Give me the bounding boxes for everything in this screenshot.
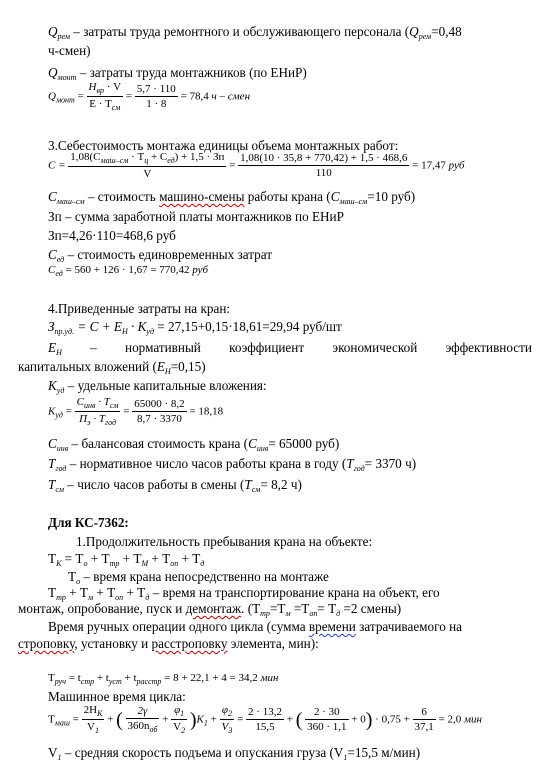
fraction: $\frac{2 \cdot 30}{360 \cdot 1,1}$: [307, 706, 347, 733]
fraction: $\frac{2 \cdot 13,2}{15,5}$: [248, 706, 282, 733]
c-ed-equation: $C_{ед} = 560 + 126 \cdot 1,67 = 770,42$ руб: [48, 264, 209, 278]
tk-equation: $Т_К = Т_о + Т_{тр} + Т_М + Т_{оп} + Т_д$: [48, 551, 205, 568]
fraction: $\frac{1,08(10 \cdot 35,8 + 770,42) + 1,5 \cdot 468,6}{110}$: [240, 152, 408, 179]
ks-7362-heading: Для КС-7362:: [48, 515, 129, 530]
transport-time-continuation: монтаж, опробование, пуск и демонтаж. ($Т_{тр}=Т_м =Т_{оп}= Т_д =2$ смены): [18, 601, 402, 618]
manual-time-equation: $T_{руч} = t_{стр} + t_{уст} + t_{расстр} = 8 + 22,1 + 4 = 34,2$ мин: [48, 672, 279, 686]
fraction: $\frac{H_{вр} \cdot V}{E \cdot T_{см}}$: [88, 81, 122, 112]
q-rem-continuation: ч-смен): [48, 43, 91, 58]
fraction: $\frac{6}{37,1}$: [414, 706, 434, 733]
k-ud-equation: $K_{уд}$ = $\frac{C_{инв} \cdot T_{см}}{П_э \cdot T_{год}}$ = $\frac{65000 \cdot 8,2}{8,7 \cdot 3370}$ = 18,18: [48, 396, 224, 427]
e-n-continuation: капитальных вложений $(E_H=0,15)$: [18, 359, 206, 376]
fraction: $\frac{1,08(C_{маш-см} \cdot T_ц + C_{ед}) + 1,5 \cdot Зп}{V}$: [70, 151, 225, 180]
c-ed-definition: $C_{ед}$ – стоимость единовременных затрат: [48, 247, 273, 264]
transport-time-definition: $Т_{тр} + Т_м + Т_{оп} + Т_д$ – время на транспортирование крана на объект, его: [48, 585, 440, 602]
t-god-definition: $T_{год}$ – нормативное число часов работы крана в году ($T_{год}= 3370$ ч): [48, 456, 417, 473]
k-ud-definition: $K_{уд}$ – удельные капитальные вложения:: [48, 378, 267, 395]
reduced-cost-equation: $З_{пр.уд.} = C + E_H \cdot K_{уд} = 27,15+0,15\cdot 18,61=29,94$ руб/шт: [48, 319, 342, 336]
fraction: $\frac{2\gamma}{360n_{об}}$: [127, 705, 158, 734]
fraction: $\frac{2H_К}{V_1}$: [83, 704, 103, 735]
machine-time-heading: Машинное время цикла:: [48, 689, 186, 704]
c-inv-definition: $C_{инв}$ – балансовая стоимость крана ($C_{инв}= 65000$ руб): [48, 436, 340, 453]
equation-q-mont: $Q_{монт}$ = $\frac{H_{вр} \cdot V}{E \cdot T_{см}}$ = $\frac{5,7 \cdot 110}{1 \cdot 8}$ = 78,4 ч – смен: [48, 81, 251, 112]
manual-ops-continuation: строповку, установку и расстроповку элемента, мин):: [18, 636, 319, 651]
equation-cost: C = $\frac{1,08(C_{маш-см} \cdot T_ц + C_{ед}) + 1,5 \cdot Зп}{V}$ = $\frac{1,08(10 \cdot 35,8 + 770,42) + 1,5 \cdot 468,6}{110}$ = 17,47 руб: [48, 151, 465, 180]
e-n-definition: $E_H$ – нормативный коэффициент экономической эффективности: [48, 340, 532, 357]
fraction: $\frac{\varphi_1}{V_2}$: [173, 704, 186, 735]
fraction: $\frac{\varphi_2}{V_3}$: [221, 704, 233, 735]
manual-ops-heading: Время ручных операции одного цикла (сумма времени затрачиваемого на: [48, 619, 463, 634]
q-mont-definition: $Q_{монт}$ – затраты труда монтажников (по ЕНиР): [48, 65, 307, 82]
section-3-heading: 3.Себестоимость монтажа единицы объема монтажных работ:: [48, 138, 399, 153]
t-sm-definition: $T_{см}$ – число часов работы в смены ($T_{см}= 8,2$ ч): [48, 477, 302, 494]
fraction: $\frac{C_{инв} \cdot T_{см}}{П_э \cdot T_{год}}$: [76, 396, 119, 427]
machine-time-equation: $T_{маш}$ = $\frac{2H_К}{V_1}$ + ( $\frac{2\gamma}{360n_{об}}$ + $\frac{\varphi_1}{V_2}$ )$K_1$ + $\frac{\varphi_2}{V_3}$ = $\frac{2 \cdot 13,2}{15,5}$ + ( $\frac{2 \cdot 30}{360 \cdot 1,1}$ + 0) · 0,75 + $\frac{6}{37,1}$ = 2,0 мин: [48, 704, 482, 735]
c-mash-definition: $C_{маш-см}$ – стоимость машино-смены работы крана ($C_{маш-см}=10$ руб): [48, 189, 416, 206]
to-definition: $Т_о$ – время крана непосредственно на монтаже: [68, 569, 329, 586]
crane-stay-heading: 1.Продолжительность пребывания крана на объекте:: [76, 534, 373, 549]
fraction: $\frac{65000 \cdot 8,2}{8,7 \cdot 3370}$: [134, 398, 185, 425]
zp-definition: Зп – сумма заработной платы монтажников по ЕНиР: [48, 209, 344, 224]
fraction: $\frac{5,7 \cdot 110}{1 \cdot 8}$: [136, 83, 176, 110]
q-symbol: Q: [48, 24, 58, 39]
zp-value: Зп=4,26·110=468,6 руб: [48, 228, 176, 243]
q-rem-definition: $Q_{рем}$ – затраты труда ремонтного и обслуживающего персонала ($Q_{рем}=0,48$: [48, 24, 462, 41]
section-4-heading: 4.Приведенные затраты на кран:: [48, 301, 231, 316]
v1-definition: $V_1$ – средняя скорость подъема и опускания груза ($V_1=15,5$ м/мин): [48, 745, 421, 762]
